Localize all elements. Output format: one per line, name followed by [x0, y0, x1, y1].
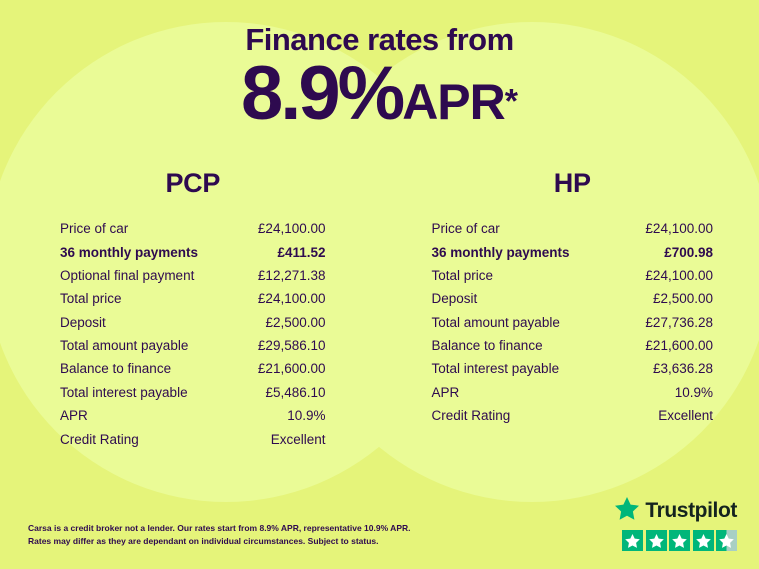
row-label: Total amount payable	[431, 314, 560, 330]
table-row	[60, 334, 326, 357]
row-label: Deposit	[60, 314, 106, 330]
row-value: £21,600.00	[257, 361, 326, 377]
row-label: APR	[60, 408, 88, 424]
row-value: £700.98	[664, 244, 713, 260]
row-label: Total interest payable	[60, 384, 188, 400]
apr-label: APR	[402, 74, 505, 130]
row-label: Balance to finance	[60, 361, 172, 377]
row-label: Deposit	[431, 291, 478, 307]
table-row	[60, 311, 326, 334]
table-row	[60, 357, 326, 380]
table-row	[60, 404, 326, 427]
disclaimer-line-2: Rates may differ as they are dependant on individual circumstances. Subject to status.	[28, 535, 379, 546]
table-row	[432, 240, 714, 263]
table-row	[60, 287, 326, 310]
row-label: Total price	[431, 267, 494, 283]
hp-title: HP	[553, 168, 591, 198]
hp-column	[380, 168, 759, 451]
finance-comparison	[0, 168, 759, 451]
trustpilot-logo	[615, 497, 737, 525]
apr-asterisk: *	[504, 82, 519, 121]
table-row	[432, 357, 714, 380]
footer	[0, 497, 759, 569]
row-value: £27,736.28	[645, 314, 713, 330]
trustpilot-rating	[615, 497, 737, 551]
star-icon	[693, 530, 714, 551]
table-row	[432, 311, 714, 334]
row-value: Excellent	[270, 431, 326, 447]
pcp-column	[0, 168, 380, 451]
row-value: £24,100.00	[645, 267, 713, 283]
row-value: £2,500.00	[265, 314, 326, 330]
table-row	[60, 240, 326, 263]
row-value: £3,636.28	[652, 361, 713, 377]
row-label: Balance to finance	[431, 338, 543, 354]
row-label: Price of car	[431, 221, 500, 237]
row-label: Total interest payable	[431, 361, 560, 377]
star-icon	[669, 530, 690, 551]
table-row	[432, 334, 714, 357]
star-rating	[615, 530, 737, 551]
page-title: Finance rates from	[245, 22, 514, 57]
row-label: Credit Rating	[60, 431, 139, 447]
row-label: Total amount payable	[60, 338, 189, 354]
row-value: £12,271.38	[257, 267, 326, 283]
row-value: £29,586.10	[257, 338, 326, 354]
row-label: Price of car	[60, 221, 129, 237]
disclaimer-text	[28, 522, 458, 547]
row-value: £24,100.00	[257, 291, 326, 307]
table-row	[60, 381, 326, 404]
apr-headline	[0, 51, 759, 136]
disclaimer-line-1: Carsa is a credit broker not a lender. Our rates start from 8.9% APR, representative 10.9% APR.	[28, 523, 411, 534]
table-row	[60, 427, 326, 450]
star-icon	[646, 530, 667, 551]
row-value: £2,500.00	[652, 291, 713, 307]
star-icon	[622, 530, 643, 551]
table-row	[60, 217, 326, 240]
row-value: £24,100.00	[257, 221, 326, 237]
table-row	[432, 404, 714, 427]
trustpilot-star-icon	[615, 497, 639, 525]
row-value: £24,100.00	[645, 221, 713, 237]
row-value: £21,600.00	[645, 338, 713, 354]
row-label: APR	[431, 384, 460, 400]
row-value: £5,486.10	[265, 384, 326, 400]
table-row	[432, 217, 714, 240]
row-value: 10.9%	[674, 384, 713, 400]
row-label: Total price	[60, 291, 122, 307]
trustpilot-wordmark: Trustpilot	[645, 499, 737, 522]
row-value: Excellent	[658, 408, 713, 424]
half-star-icon	[716, 530, 737, 551]
table-row	[60, 264, 326, 287]
pcp-title: PCP	[165, 168, 221, 198]
row-value: 10.9%	[287, 408, 326, 424]
table-row	[432, 381, 714, 404]
table-row	[432, 287, 714, 310]
apr-rate-value: 8.9%	[240, 51, 403, 136]
row-label: 36 monthly payments	[431, 244, 570, 260]
row-label: Credit Rating	[431, 408, 511, 424]
row-value: £411.52	[277, 244, 326, 260]
row-label: 36 monthly payments	[60, 244, 199, 260]
row-label: Optional final payment	[60, 267, 195, 283]
table-row	[432, 264, 714, 287]
